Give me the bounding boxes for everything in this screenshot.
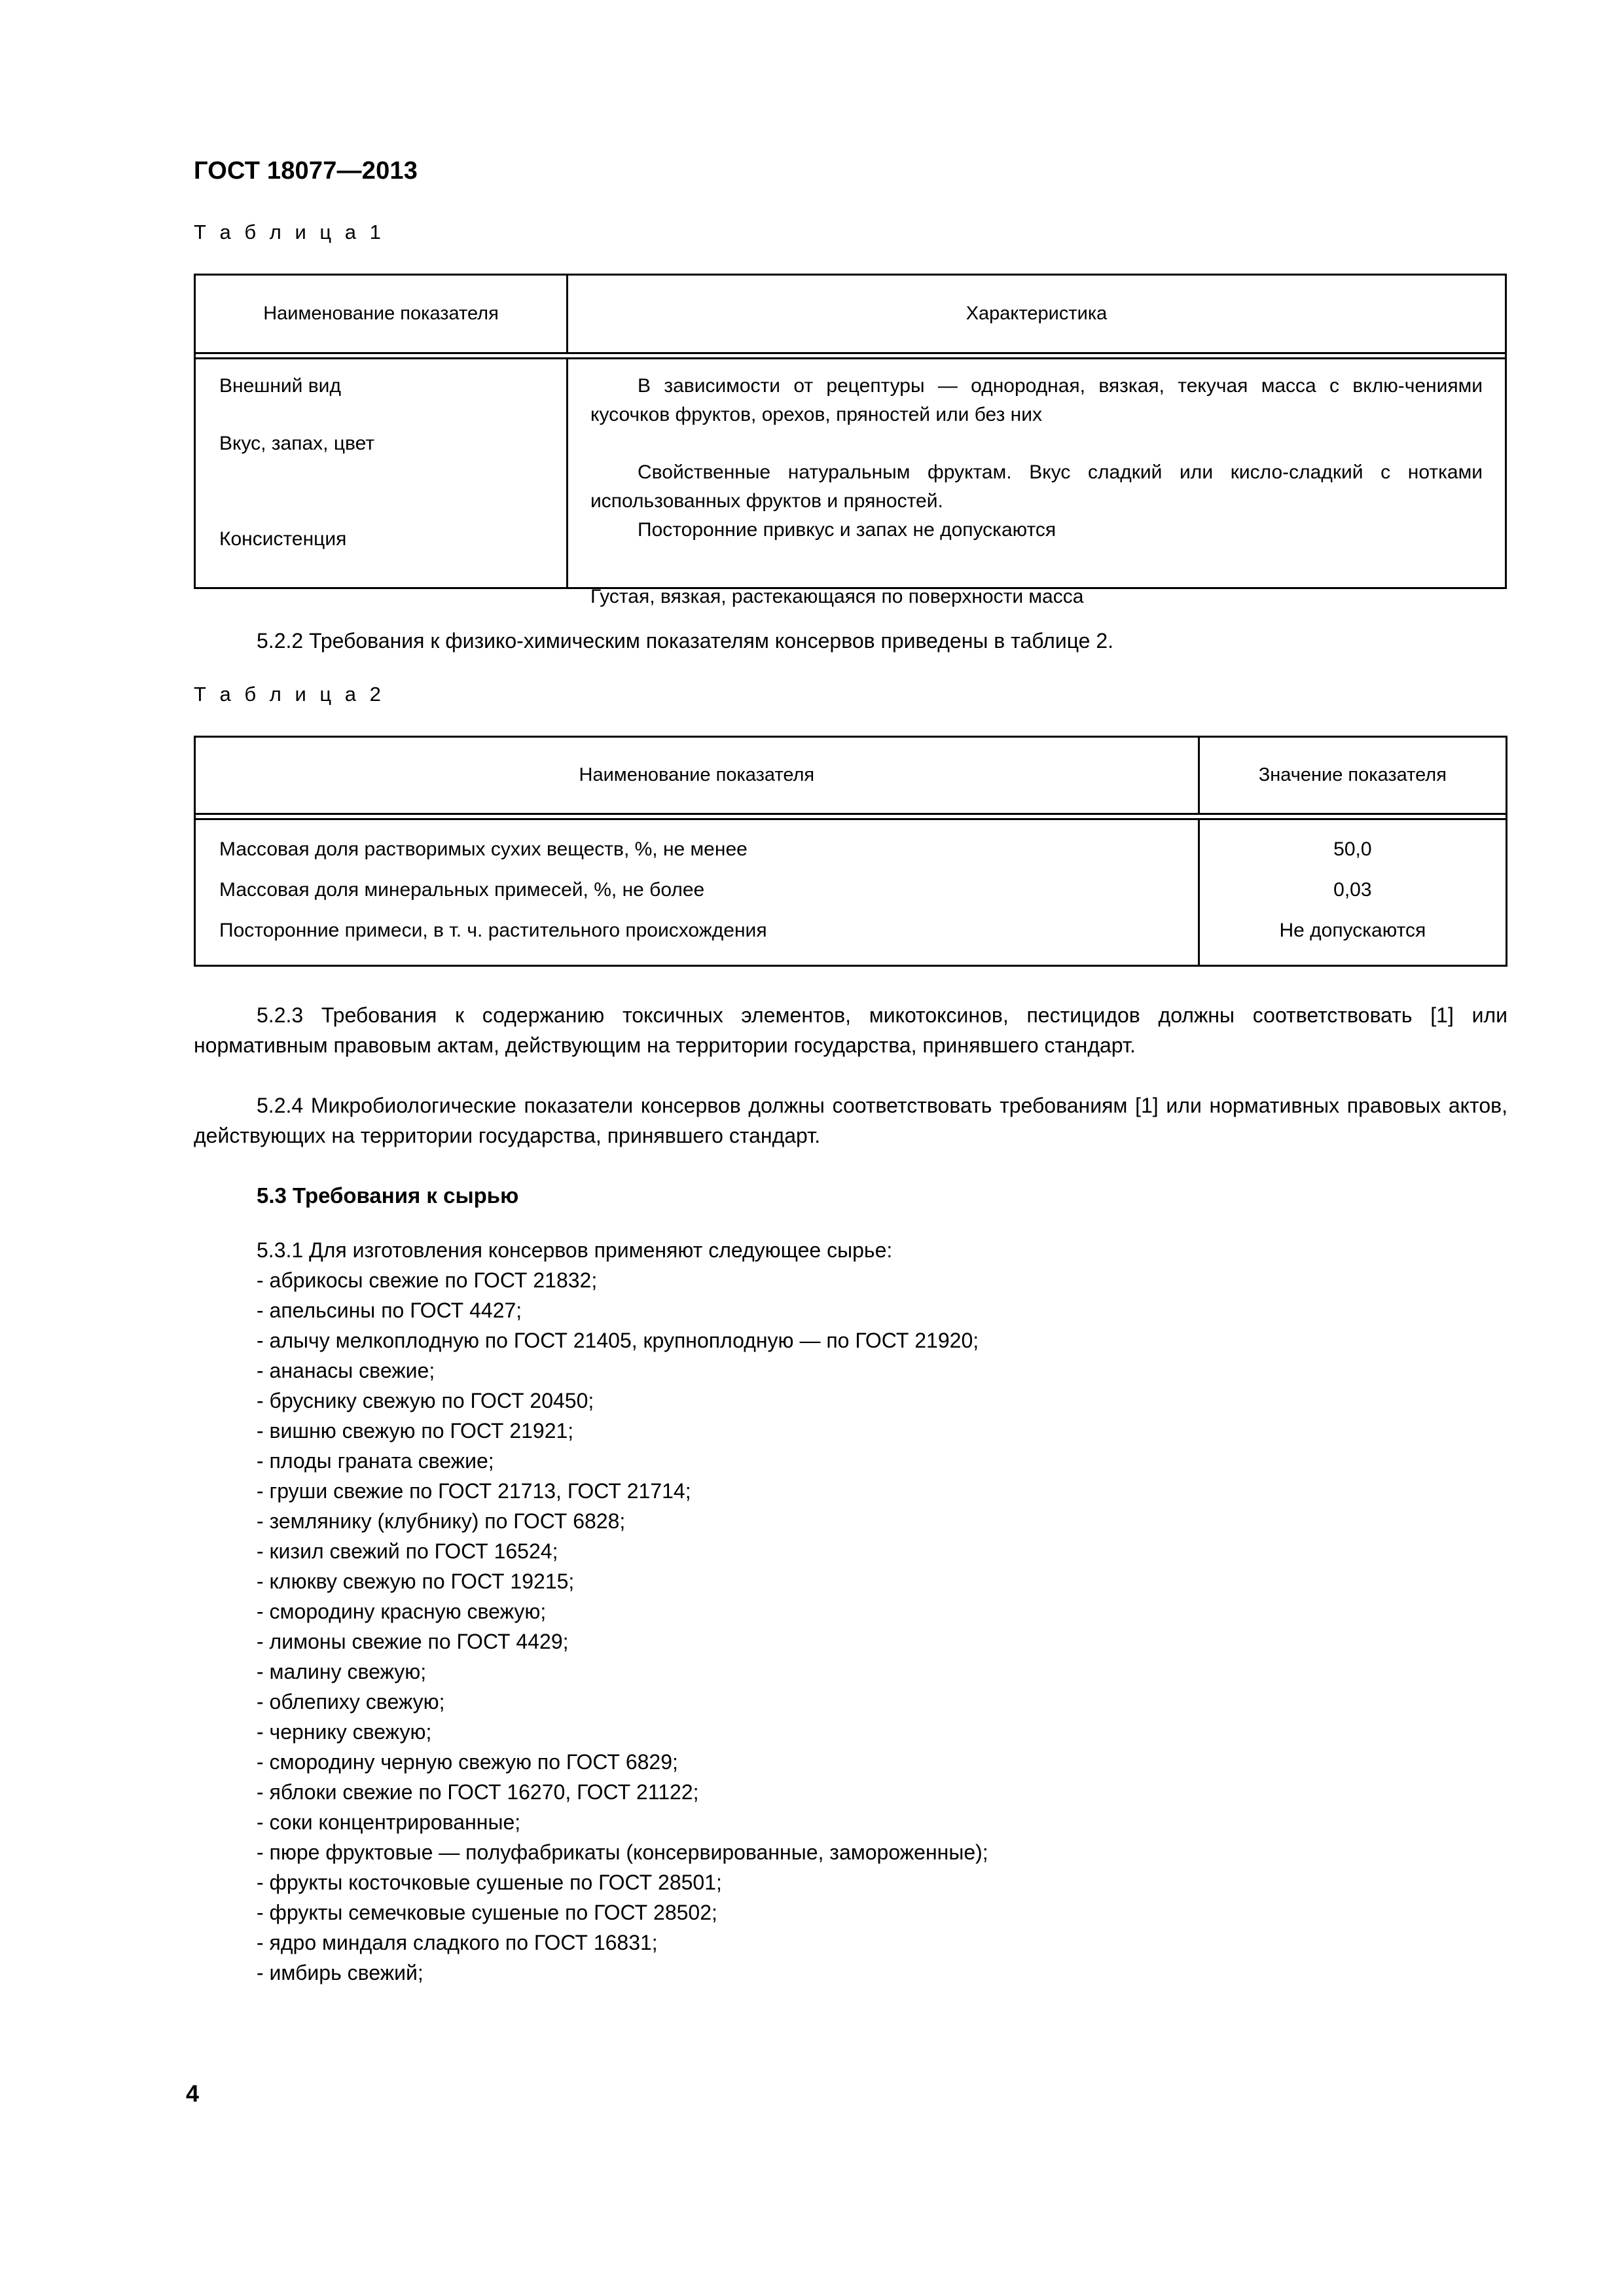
table-1-characteristic-column [568,357,1505,607]
table-1-caption: Т а б л и ц а 1 [194,221,385,243]
table-2-row-name: Посторонние примеси, в т. ч. растительного происхождения [219,920,767,941]
table-2-caption: Т а б л и ц а 2 [194,683,385,706]
table-2-body [196,818,1506,965]
list-item: - землянику (клубнику) по ГОСТ 6828; [257,1509,626,1533]
table-1-header-name: Наименование показателя [196,276,568,354]
table-1-row-label: Вкус, запах, цвет [219,433,375,454]
list-item: - клюкву свежую по ГОСТ 19215; [257,1570,575,1593]
list-item: - ядро миндаля сладкого по ГОСТ 16831; [257,1931,658,1954]
list-item: - малину свежую; [257,1660,427,1683]
table-2-header-name: Наименование показателя [196,738,1200,815]
table-2-row-name: Массовая доля растворимых сухих веществ, %, не менее [219,838,748,860]
table-1-row-text: В зависимости от рецептуры — однородная, вязкая, текучая масса с вклю-чениями кусочков фруктов, орехов, пряностей или без них [590,375,1483,425]
list-item: - алычу мелкоплодную по ГОСТ 21405, крупноплодную — по ГОСТ 21920; [257,1329,979,1352]
list-item: - имбирь свежий; [257,1961,424,1984]
table-1-header-row [196,276,1505,354]
table-2-row-value: 0,03 [1333,879,1372,901]
list-item: - апельсины по ГОСТ 4427; [257,1299,522,1322]
list-item: - фрукты семечковые сушеные по ГОСТ 28502; [257,1901,717,1924]
list-item: - чернику свежую; [257,1720,432,1744]
list-item: - фрукты косточковые сушеные по ГОСТ 28501; [257,1871,722,1894]
list-item: - вишню свежую по ГОСТ 21921; [257,1419,574,1443]
table-2 [194,736,1507,967]
list-item: - кизил свежий по ГОСТ 16524; [257,1539,558,1563]
table-1-row-text: Посторонние привкус и запах не допускаются [638,519,1056,541]
table-2-row-value: 50,0 [1333,838,1372,860]
table-2-name-column [196,818,1200,965]
list-item: - пюре фруктовые — полуфабрикаты (консервированные, замороженные); [257,1840,988,1864]
table-1-row-label: Консистенция [219,528,347,550]
page-number: 4 [186,2080,200,2107]
list-item: - яблоки свежие по ГОСТ 16270, ГОСТ 21122; [257,1780,699,1804]
table-1-row-label: Внешний вид [219,375,341,397]
table-1 [194,274,1507,607]
table-2-header-row [196,738,1506,815]
table-1-row-text: Густая, вязкая, растекающаяся по поверхности масса [590,586,1084,607]
table-2-header-value: Значение показателя [1200,738,1506,815]
running-head: ГОСТ 18077—2013 [194,157,418,185]
table-1-name-column [196,357,568,587]
list-item: - абрикосы свежие по ГОСТ 21832; [257,1268,598,1292]
table-2-row-value: Не допускаются [1279,920,1426,941]
list-item: - бруснику свежую по ГОСТ 20450; [257,1389,594,1412]
table-2-row-name: Массовая доля минеральных примесей, %, не более [219,879,705,901]
list-item: - плоды граната свежие; [257,1449,494,1473]
paragraph-5-3-1: 5.3.1 Для изготовления консервов применяют следующее сырье: [257,1238,893,1262]
list-item: - ананасы свежие; [257,1359,435,1382]
table-2-value-column [1200,818,1506,965]
paragraph-5-2-4: 5.2.4 Микробиологические показатели консервов должны соответствовать требованиям [1] или нормативных правовых актов, действующих на территории государства, принявшего стандарт. [194,1094,1507,1147]
list-item: - груши свежие по ГОСТ 21713, ГОСТ 21714; [257,1479,691,1503]
list-item: - соки концентрированные; [257,1810,521,1834]
list-item: - лимоны свежие по ГОСТ 4429; [257,1630,569,1653]
list-item: - смородину красную свежую; [257,1600,547,1623]
section-heading-5-3: 5.3 Требования к сырью [257,1183,519,1208]
paragraph-5-2-3: 5.2.3 Требования к содержанию токсичных элементов, микотоксинов, пестицидов должны соответствовать [1] или нормативным правовым актам, действующим на территории государства, принявшего стандарт. [194,1003,1507,1057]
table-1-body [196,357,1505,607]
list-item: - облепиху свежую; [257,1690,445,1713]
raw-material-list [194,1265,1507,1988]
table-1-row-text: Свойственные натуральным фруктам. Вкус сладкий или кисло-сладкий с нотками использованных фруктов и пряностей. [590,461,1483,512]
paragraph-5-2-2: 5.2.2 Требования к физико-химическим показателям консервов приведены в таблице 2. [257,629,1114,653]
table-1-header-characteristic: Характеристика [568,276,1505,354]
list-item: - смородину черную свежую по ГОСТ 6829; [257,1750,678,1774]
